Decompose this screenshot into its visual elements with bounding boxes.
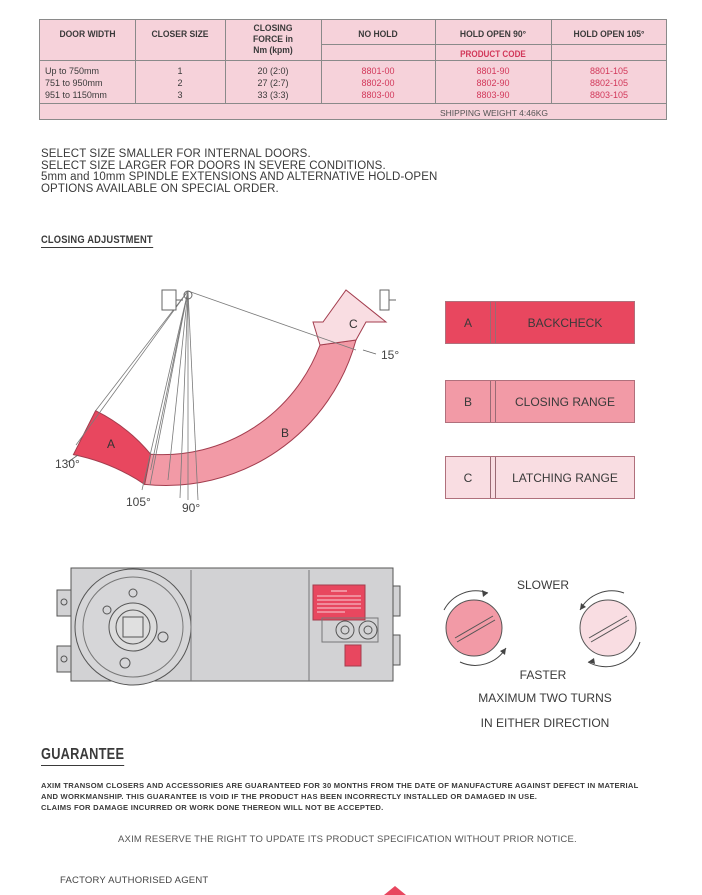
row2-door-width: 751 to 950mm (45, 78, 103, 88)
arc-label-c: C (349, 317, 358, 331)
row3-hold-105: 8803-105 (589, 90, 629, 100)
reserve-notice: AXIM RESERVE THE RIGHT TO UPDATE ITS PRODUCT SPECIFICATION WITHOUT PRIOR NOTICE. (118, 834, 577, 845)
guarantee-title: GUARANTEE (41, 746, 124, 766)
slower-label: SLOWER (516, 578, 569, 592)
header-hold-open-105: HOLD OPEN 105° (573, 29, 645, 40)
legend-backcheck (445, 301, 635, 344)
note-line: OPTIONS AVAILABLE ON SPECIAL ORDER. (41, 182, 279, 195)
legend-label: CLOSING RANGE (514, 394, 616, 409)
guarantee-text (41, 780, 639, 813)
shipping-weight: SHIPPING WEIGHT 4:46KG (440, 108, 549, 118)
guarantee-line: AXIM TRANSOM CLOSERS AND ACCESSORIES ARE GUARANTEED FOR 30 MONTHS FROM THE DATE OF MANUFACTURE AGAINST DEFECT IN MATERIAL (41, 781, 639, 790)
legend-closing-range (445, 380, 635, 423)
row1-hold-105: 8801-105 (589, 66, 629, 76)
note-line: SELECT SIZE SMALLER FOR INTERNAL DOORS. (41, 148, 311, 160)
closing-diagram (0, 270, 440, 530)
row1-hold-90: 8801-90 (476, 66, 510, 76)
legend-letter: C (463, 470, 473, 485)
arc-closing-range (145, 340, 356, 486)
adjustment-dials (430, 590, 660, 670)
row2-hold-90: 8802-90 (476, 78, 510, 88)
closing-adjustment-title: CLOSING ADJUSTMENT (41, 234, 153, 246)
row3-hold-90: 8803-90 (476, 90, 510, 100)
arc-label-b: B (281, 426, 290, 440)
legend-label: BACKCHECK (527, 315, 603, 330)
legend-letter: A (463, 315, 472, 330)
note-line: SELECT SIZE LARGER FOR DOORS IN SEVERE CONDITIONS. (41, 159, 386, 172)
row3-no-hold: 8803-00 (361, 90, 395, 100)
header-closing-force: CLOSING FORCE in Nm (kpm) (253, 23, 293, 56)
legend-letter: B (463, 394, 472, 409)
angle-105: 105° (126, 495, 151, 509)
header-door-width: DOOR WIDTH (59, 29, 116, 40)
legend-label: LATCHING RANGE (512, 470, 618, 485)
row1-no-hold: 8801-00 (361, 66, 395, 76)
arc-label-a: A (107, 437, 116, 451)
row2-closing-force: 27 (2:7) (257, 78, 289, 88)
bottom-mark (384, 886, 406, 895)
note-line: 5mm and 10mm SPINDLE EXTENSIONS AND ALTERNATIVE HOLD-OPEN (41, 171, 438, 183)
header-product-code: PRODUCT CODE (460, 49, 526, 59)
spec-table (39, 19, 667, 120)
row2-closer-size: 2 (177, 78, 183, 88)
header-hold-open-90: HOLD OPEN 90° (459, 29, 527, 40)
angle-90: 90° (182, 501, 201, 515)
authorised-agent: FACTORY AUTHORISED AGENT (60, 875, 209, 886)
row1-closing-force: 20 (2:0) (257, 66, 289, 76)
row2-hold-105: 8802-105 (589, 78, 629, 88)
row2-no-hold: 8802-00 (361, 78, 395, 88)
max-turns-line1: MAXIMUM TWO TURNS (478, 691, 612, 705)
guarantee-line: CLAIMS FOR DAMAGE INCURRED OR WORK DONE THEREON WILL NOT BE ACCEPTED. (41, 803, 384, 812)
faster-label: FASTER (519, 668, 567, 682)
header-no-hold: NO HOLD (358, 29, 398, 40)
row3-closer-size: 3 (177, 90, 183, 100)
angle-15: 15° (381, 348, 400, 362)
max-turns-line2: IN EITHER DIRECTION (480, 716, 610, 730)
notes (41, 149, 437, 195)
closer-illustration (45, 565, 405, 690)
angle-130: 130° (55, 457, 80, 471)
legend-latching-range (445, 456, 635, 499)
guarantee-line: AND WORKMANSHIP. THIS GUARANTEE IS VOID IF THE PRODUCT HAS BEEN INCORRECTLY INSTALLED OR DAMAGED IN USE. (41, 792, 538, 801)
row1-door-width: Up to 750mm (45, 66, 100, 76)
row3-door-width: 951 to 1150mm (45, 90, 107, 100)
header-closer-size: CLOSER SIZE (151, 29, 209, 40)
row3-closing-force: 33 (3:3) (257, 90, 289, 100)
row1-closer-size: 1 (177, 66, 183, 76)
